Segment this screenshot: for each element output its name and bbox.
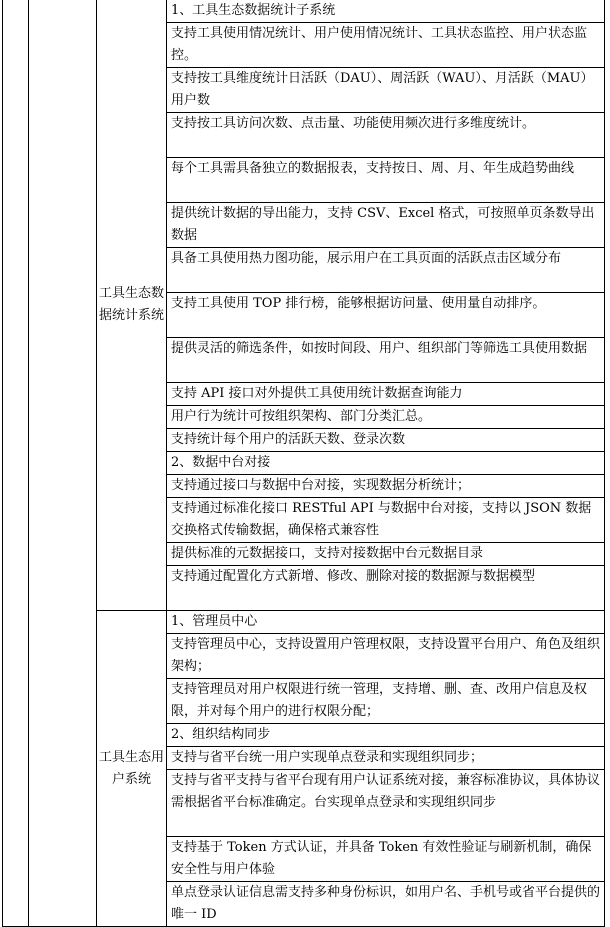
requirement-cell: 支持工具使用 TOP 排行榜，能够根据访问量、使用量自动排序。 — [167, 293, 605, 338]
requirement-cell: 支持通过标准化接口 RESTful API 与数据中台对接，支持以 JSON 数据交换格式传输数据，确保格式兼容性 — [167, 498, 605, 543]
requirement-cell: 支持与省平台统一用户实现单点登录和实现组织同步； — [167, 747, 605, 770]
requirement-cell: 支持管理员对用户权限进行统一管理，支持增、删、查、改用户信息及权限，并对每个用户的进行权限分配； — [167, 679, 605, 724]
requirement-cell: 提供灵活的筛选条件，如按时间段、用户、组织部门等筛选工具使用数据 — [167, 338, 605, 383]
requirement-cell: 提供统计数据的导出能力，支持 CSV、Excel 格式，可按照单页条数导出数据 — [167, 203, 605, 248]
section-title-user-system: 工具生态用户系统 — [97, 611, 167, 927]
requirement-cell: 支持统计每个用户的活跃天数、登录次数 — [167, 429, 605, 452]
table-row — [3, 0, 605, 23]
requirement-cell: 2、数据中台对接 — [167, 452, 605, 475]
requirement-cell: 支持按工具访问次数、点击量、功能使用频次进行多维度统计。 — [167, 113, 605, 158]
requirement-cell: 1、工具生态数据统计子系统 — [167, 0, 605, 23]
category-column — [29, 0, 97, 927]
requirement-cell: 具备工具使用热力图功能，展示用户在工具页面的活跃点击区域分布 — [167, 248, 605, 293]
requirement-cell: 用户行为统计可按组织架构、部门分类汇总。 — [167, 406, 605, 429]
requirement-cell: 支持按工具维度统计日活跃（DAU）、周活跃（WAU）、月活跃（MAU）用户数 — [167, 68, 605, 113]
requirements-table — [2, 0, 605, 927]
requirement-cell: 支持管理员中心，支持设置用户管理权限，支持设置平台用户、角色及组织架构； — [167, 634, 605, 679]
requirement-cell: 支持工具使用情况统计、用户使用情况统计、工具状态监控、用户状态监控。 — [167, 23, 605, 68]
requirement-cell: 2、组织结构同步 — [167, 724, 605, 747]
index-column — [3, 0, 29, 927]
requirement-cell: 支持 API 接口对外提供工具使用统计数据查询能力 — [167, 383, 605, 406]
requirement-cell: 支持通过配置化方式新增、修改、删除对接的数据源与数据模型 — [167, 566, 605, 611]
requirement-cell: 单点登录认证信息需支持多种身份标识，如用户名、手机号或省平台提供的唯一 ID — [167, 882, 605, 927]
requirement-cell: 每个工具需具备独立的数据报表，支持按日、周、月、年生成趋势曲线 — [167, 158, 605, 203]
requirement-cell: 提供标准的元数据接口，支持对接数据中台元数据目录 — [167, 543, 605, 566]
requirement-cell: 1、管理员中心 — [167, 611, 605, 634]
requirement-cell: 支持与省平支持与省平台现有用户认证系统对接，兼容标准协议，具体协议需根据省平台标准确定。台实现单点登录和实现组织同步 — [167, 770, 605, 837]
section-title-data-stats: 工具生态数据统计系统 — [97, 0, 167, 611]
requirement-cell: 支持通过接口与数据中台对接，实现数据分析统计； — [167, 475, 605, 498]
requirement-cell: 支持基于 Token 方式认证，并具备 Token 有效性验证与刷新机制，确保安全性与用户体验 — [167, 837, 605, 882]
